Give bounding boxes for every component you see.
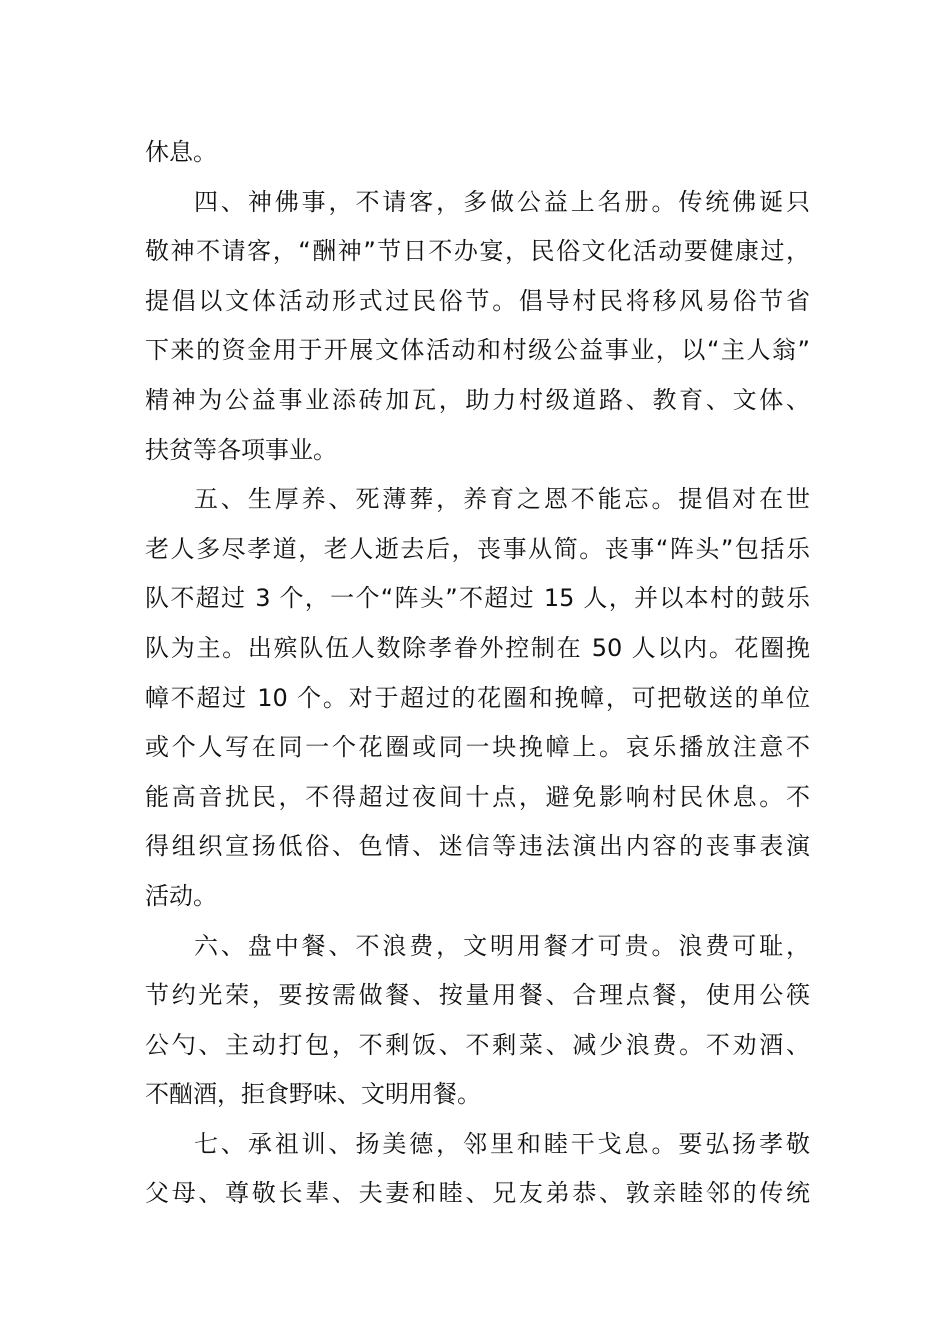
text-line: 敬神不请客，“酬神”节日不办宴，民俗文化活动要健康过，	[145, 237, 810, 266]
text-line: 队不超过 3 个，一个“阵头”不超过 15 人，并以本村的鼓乐	[145, 584, 810, 613]
text-line: 节约光荣，要按需做餐、按量用餐、合理点餐，使用公筷	[145, 981, 810, 1010]
document-body	[145, 128, 810, 1219]
text-line: 活动。	[145, 881, 217, 910]
text-line: 提倡以文体活动形式过民俗节。倡导村民将移风易俗节省	[145, 286, 810, 315]
text-line: 父母、尊敬长辈、夫妻和睦、兄友弟恭、敦亲睦邻的传统	[145, 1179, 810, 1208]
text-line: 扶贫等各项事业。	[145, 435, 337, 464]
paragraph-first-line: 四、神佛事，不请客，多做公益上名册。传统佛诞只	[194, 187, 810, 216]
text-line: 队为主。出殡队伍人数除孝眷外控制在 50 人以内。花圈挽	[145, 633, 810, 662]
text-line: 不酗酒，拒食野味、文明用餐。	[145, 1080, 481, 1109]
text-line: 老人多尽孝道，老人逝去后，丧事从简。丧事“阵头”包括乐	[145, 534, 810, 563]
paragraph-first-line: 六、盘中餐、不浪费，文明用餐才可贵。浪费可耻，	[194, 931, 810, 960]
paragraph-first-line: 五、生厚养、死薄葬，养育之恩不能忘。提倡对在世	[194, 485, 810, 514]
text-line: 下来的资金用于开展文体活动和村级公益事业，以“主人翁”	[145, 336, 810, 365]
text-line: 或个人写在同一个花圈或同一块挽幛上。哀乐播放注意不	[145, 733, 810, 762]
text-line: 幛不超过 10 个。对于超过的花圈和挽幛，可把敬送的单位	[145, 683, 810, 712]
text-line: 公勺、主动打包，不剩饭、不剩菜、减少浪费。不劝酒、	[145, 1030, 810, 1059]
text-line: 得组织宣扬低俗、色情、迷信等违法演出内容的丧事表演	[145, 832, 810, 861]
text-line: 休息。	[145, 138, 217, 166]
text-line: 精神为公益事业添砖加瓦，助力村级道路、教育、文体、	[145, 385, 810, 414]
text-line: 能高音扰民，不得超过夜间十点，避免影响村民休息。不	[145, 782, 810, 811]
paragraph-first-line: 七、承祖训、扬美德，邻里和睦干戈息。要弘扬孝敬	[194, 1129, 810, 1158]
